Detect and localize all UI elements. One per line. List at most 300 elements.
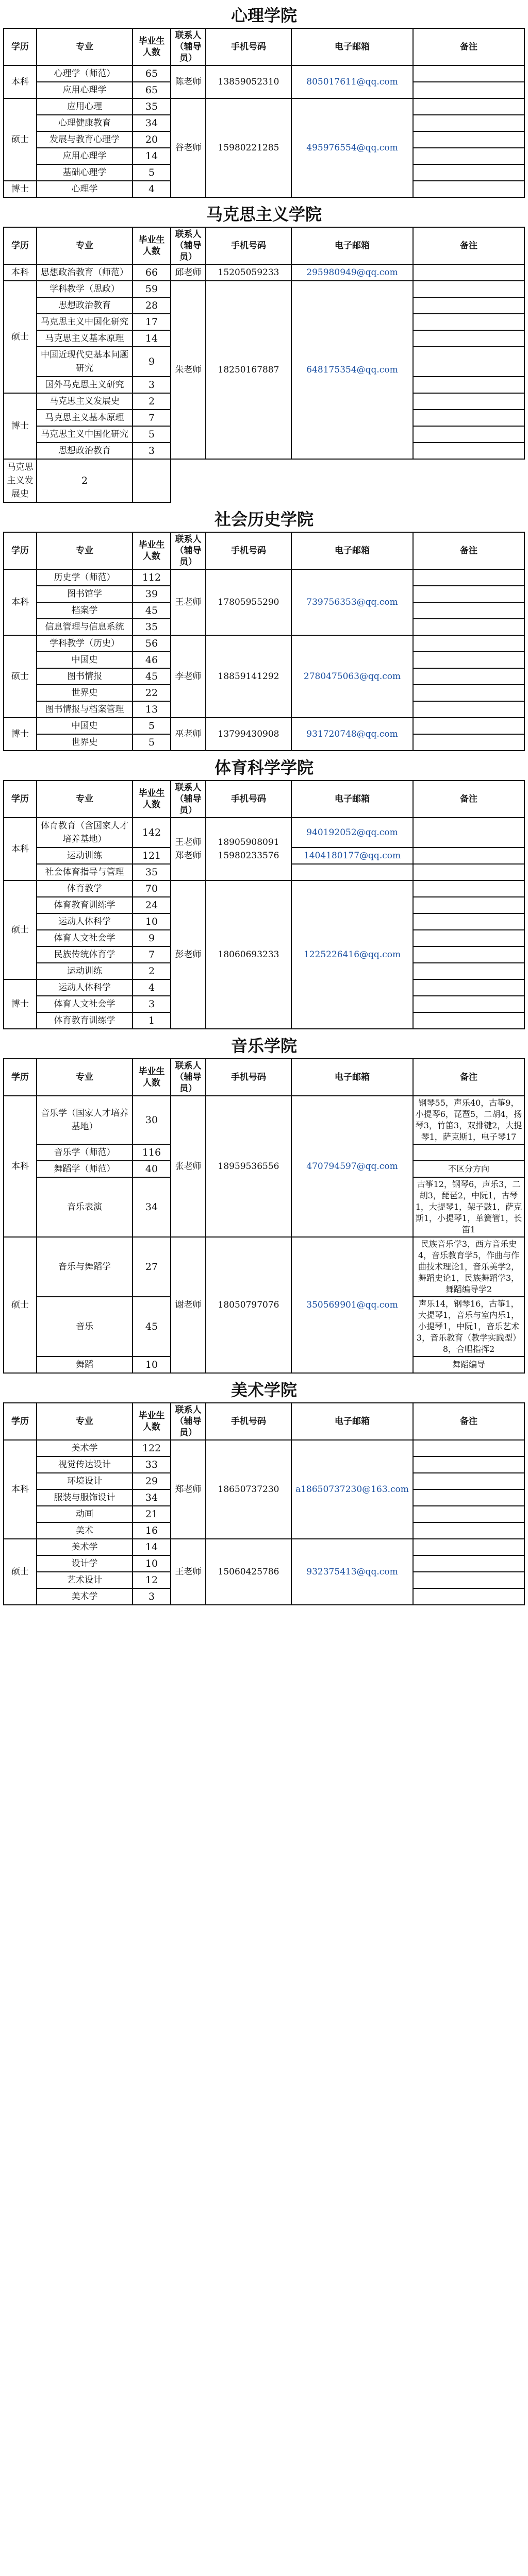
note-cell bbox=[133, 459, 171, 502]
table-row bbox=[4, 1440, 524, 1456]
table-row bbox=[4, 880, 524, 897]
major-cell: 体育教育训练学 bbox=[37, 1012, 133, 1029]
contact-person-cell: 王老师 bbox=[171, 569, 206, 635]
table-row bbox=[4, 569, 524, 586]
graduate-count-cell: 14 bbox=[133, 148, 171, 164]
note-cell bbox=[413, 148, 524, 164]
note-cell bbox=[413, 330, 524, 347]
major-cell: 体育教育训练学 bbox=[37, 897, 133, 913]
note-cell bbox=[413, 586, 524, 602]
major-cell: 应用心理学 bbox=[37, 82, 133, 98]
column-header-level: 学历 bbox=[4, 781, 37, 818]
major-cell: 思想政治教育 bbox=[37, 443, 133, 459]
graduate-count-cell: 3 bbox=[133, 443, 171, 459]
major-cell: 图书情报与档案管理 bbox=[37, 701, 133, 718]
note-cell bbox=[413, 1506, 524, 1522]
college-title: 马克思主义学院 bbox=[206, 205, 322, 224]
graduate-table bbox=[3, 532, 525, 751]
note-cell bbox=[413, 1012, 524, 1029]
column-header-phone: 手机号码 bbox=[206, 227, 291, 264]
column-header-note: 备注 bbox=[413, 532, 524, 569]
column-header-count: 毕业生人数 bbox=[133, 28, 171, 65]
major-cell: 历史学（师范） bbox=[37, 569, 133, 586]
email-cell[interactable]: 932375413@qq.com bbox=[291, 1539, 413, 1605]
column-header-note: 备注 bbox=[413, 227, 524, 264]
graduate-count-cell: 112 bbox=[133, 569, 171, 586]
note-cell bbox=[413, 569, 524, 586]
contact-person-cell: 谷老师 bbox=[171, 98, 206, 197]
major-cell: 动画 bbox=[37, 1506, 133, 1522]
major-cell: 学科教学（历史） bbox=[37, 635, 133, 652]
major-cell: 马克思主义基本原理 bbox=[37, 330, 133, 347]
graduate-count-cell: 45 bbox=[133, 668, 171, 685]
column-header-count: 毕业生人数 bbox=[133, 532, 171, 569]
graduate-count-cell: 59 bbox=[133, 281, 171, 297]
table-header-row bbox=[4, 1403, 524, 1440]
graduate-count-cell: 3 bbox=[133, 1588, 171, 1605]
degree-level-cell: 硕士 bbox=[4, 635, 37, 718]
graduate-count-cell: 10 bbox=[133, 1555, 171, 1572]
column-header-count: 毕业生人数 bbox=[133, 1059, 171, 1096]
column-header-major: 专业 bbox=[37, 1059, 133, 1096]
major-cell: 中国近现代史基本问题研究 bbox=[37, 347, 133, 377]
column-header-level: 学历 bbox=[4, 1059, 37, 1096]
graduate-count-cell: 46 bbox=[133, 652, 171, 668]
major-cell: 马克思主义基本原理 bbox=[37, 410, 133, 426]
note-cell bbox=[413, 347, 524, 377]
note-cell bbox=[413, 685, 524, 701]
graduate-count-cell: 5 bbox=[133, 718, 171, 734]
note-cell bbox=[413, 443, 524, 459]
contact-person-cell: 彭老师 bbox=[171, 880, 206, 1029]
major-cell: 马克思主义中国化研究 bbox=[37, 426, 133, 443]
major-cell: 音乐 bbox=[37, 1297, 133, 1357]
degree-level-cell: 博士 bbox=[4, 181, 37, 197]
note-cell bbox=[413, 602, 524, 619]
graduate-count-cell: 12 bbox=[133, 1572, 171, 1588]
column-header-email: 电子邮箱 bbox=[291, 781, 413, 818]
graduate-count-cell: 35 bbox=[133, 619, 171, 635]
note-cell bbox=[413, 718, 524, 734]
contact-person-cell: 郑老师 bbox=[171, 1440, 206, 1539]
graduate-count-cell: 7 bbox=[133, 946, 171, 963]
note-cell bbox=[413, 115, 524, 131]
column-header-count: 毕业生人数 bbox=[133, 1403, 171, 1440]
table-header-row bbox=[4, 781, 524, 818]
note-cell bbox=[413, 393, 524, 410]
graduate-count-cell: 65 bbox=[133, 82, 171, 98]
note-cell bbox=[413, 1456, 524, 1473]
degree-level-cell: 本科 bbox=[4, 569, 37, 635]
contact-person-cell: 巫老师 bbox=[171, 718, 206, 751]
degree-level-cell: 本科 bbox=[4, 1440, 37, 1539]
table-row bbox=[4, 1096, 524, 1144]
major-cell: 运动训练 bbox=[37, 848, 133, 864]
major-cell: 舞蹈 bbox=[37, 1357, 133, 1373]
column-header-phone: 手机号码 bbox=[206, 1403, 291, 1440]
note-cell bbox=[413, 410, 524, 426]
column-header-note: 备注 bbox=[413, 781, 524, 818]
phone-number-cell: 15980221285 bbox=[206, 98, 291, 197]
graduate-count-cell: 5 bbox=[133, 164, 171, 181]
major-cell: 服装与服饰设计 bbox=[37, 1489, 133, 1506]
phone-number-cell: 17805955290 bbox=[206, 569, 291, 635]
graduate-count-cell: 122 bbox=[133, 1440, 171, 1456]
table-row bbox=[4, 459, 524, 502]
graduate-count-cell: 34 bbox=[133, 1177, 171, 1237]
column-header-note: 备注 bbox=[413, 1059, 524, 1096]
column-header-level: 学历 bbox=[4, 1403, 37, 1440]
graduate-count-cell: 35 bbox=[133, 864, 171, 880]
graduate-count-cell: 10 bbox=[133, 1357, 171, 1373]
degree-level-cell: 本科 bbox=[4, 264, 37, 281]
major-cell: 美术 bbox=[37, 1522, 133, 1539]
note-cell bbox=[413, 913, 524, 930]
note-cell bbox=[413, 1555, 524, 1572]
graduate-count-cell: 9 bbox=[133, 930, 171, 946]
major-cell: 马克思主义发展史 bbox=[4, 459, 37, 502]
graduate-count-cell: 121 bbox=[133, 848, 171, 864]
note-cell bbox=[413, 1473, 524, 1489]
table-header-row bbox=[4, 1059, 524, 1096]
column-header-contact: 联系人（辅导员） bbox=[171, 1059, 206, 1096]
major-cell: 思想政治教育 bbox=[37, 297, 133, 314]
note-cell bbox=[413, 848, 524, 864]
note-cell bbox=[413, 818, 524, 848]
graduate-count-cell: 65 bbox=[133, 65, 171, 82]
major-cell: 中国史 bbox=[37, 652, 133, 668]
graduate-count-cell: 70 bbox=[133, 880, 171, 897]
phone-number-cell: 18050797076 bbox=[206, 1237, 291, 1373]
column-header-contact: 联系人（辅导员） bbox=[171, 227, 206, 264]
degree-level-cell: 本科 bbox=[4, 1096, 37, 1237]
phone-number-cell: 18959536556 bbox=[206, 1096, 291, 1237]
email-cell[interactable]: 2780475063@qq.com bbox=[291, 635, 413, 718]
email-cell[interactable]: 648175354@qq.com bbox=[291, 281, 413, 459]
note-cell bbox=[413, 897, 524, 913]
email-cell[interactable]: 940192052@qq.com bbox=[291, 818, 413, 848]
phone-number-cell: 18859141292 bbox=[206, 635, 291, 718]
graduate-count-cell: 9 bbox=[133, 347, 171, 377]
table-row bbox=[4, 1539, 524, 1555]
major-cell: 信息管理与信息系统 bbox=[37, 619, 133, 635]
major-cell: 心理健康教育 bbox=[37, 115, 133, 131]
graduate-count-cell: 34 bbox=[133, 1489, 171, 1506]
column-header-level: 学历 bbox=[4, 227, 37, 264]
note-cell bbox=[413, 1539, 524, 1555]
column-header-phone: 手机号码 bbox=[206, 28, 291, 65]
column-header-phone: 手机号码 bbox=[206, 781, 291, 818]
degree-level-cell: 硕士 bbox=[4, 880, 37, 979]
note-cell bbox=[413, 281, 524, 297]
graduate-count-cell: 14 bbox=[133, 330, 171, 347]
graduate-count-cell: 40 bbox=[133, 1161, 171, 1177]
graduate-count-cell: 3 bbox=[133, 996, 171, 1012]
major-cell: 图书情报 bbox=[37, 668, 133, 685]
note-cell bbox=[413, 963, 524, 979]
email-cell[interactable]: 1404180177@qq.com bbox=[291, 848, 413, 864]
email-cell[interactable]: 470794597@qq.com bbox=[291, 1096, 413, 1237]
note-cell: 不区分方向 bbox=[413, 1161, 524, 1177]
major-cell: 艺术设计 bbox=[37, 1572, 133, 1588]
note-cell bbox=[413, 1144, 524, 1161]
degree-level-cell: 博士 bbox=[4, 718, 37, 751]
table-row bbox=[4, 65, 524, 82]
phone-number-cell: 18250167887 bbox=[206, 281, 291, 459]
college-section bbox=[3, 1035, 525, 1374]
phone-number-cell: 18905908091 15980233576 bbox=[206, 818, 291, 880]
column-header-email: 电子邮箱 bbox=[291, 227, 413, 264]
graduate-count-cell: 2 bbox=[133, 393, 171, 410]
note-cell bbox=[413, 181, 524, 197]
major-cell: 学科教学（思政） bbox=[37, 281, 133, 297]
graduate-count-cell: 33 bbox=[133, 1456, 171, 1473]
note-cell bbox=[413, 1440, 524, 1456]
major-cell: 运动人体科学 bbox=[37, 979, 133, 996]
contact-person-cell: 李老师 bbox=[171, 635, 206, 718]
college-title: 社会历史学院 bbox=[214, 510, 314, 529]
column-header-level: 学历 bbox=[4, 28, 37, 65]
college-section bbox=[3, 4, 525, 198]
email-cell[interactable]: a18650737230@163.com bbox=[291, 1440, 413, 1539]
note-cell bbox=[413, 619, 524, 635]
note-cell bbox=[413, 82, 524, 98]
phone-number-cell: 13799430908 bbox=[206, 718, 291, 751]
graduate-count-cell: 22 bbox=[133, 685, 171, 701]
column-header-contact: 联系人（辅导员） bbox=[171, 532, 206, 569]
graduate-table bbox=[3, 1058, 525, 1374]
table-header-row bbox=[4, 227, 524, 264]
major-cell: 社会体育指导与管理 bbox=[37, 864, 133, 880]
major-cell: 体育人文社会学 bbox=[37, 930, 133, 946]
table-row bbox=[4, 635, 524, 652]
email-cell[interactable] bbox=[291, 864, 413, 880]
graduate-count-cell: 2 bbox=[133, 963, 171, 979]
note-cell bbox=[413, 377, 524, 393]
table-header-row bbox=[4, 28, 524, 65]
major-cell: 运动训练 bbox=[37, 963, 133, 979]
major-cell: 中国史 bbox=[37, 718, 133, 734]
graduate-table bbox=[3, 28, 525, 198]
major-cell: 音乐学（师范） bbox=[37, 1144, 133, 1161]
graduate-count-cell: 56 bbox=[133, 635, 171, 652]
contact-person-cell: 王老师郑老师 bbox=[171, 818, 206, 880]
graduate-count-cell: 4 bbox=[133, 979, 171, 996]
graduate-count-cell: 45 bbox=[133, 602, 171, 619]
contact-person-cell: 王老师 bbox=[171, 1539, 206, 1605]
email-cell[interactable]: 495976554@qq.com bbox=[291, 98, 413, 197]
major-cell: 马克思主义中国化研究 bbox=[37, 314, 133, 330]
column-header-level: 学历 bbox=[4, 532, 37, 569]
degree-level-cell: 博士 bbox=[4, 979, 37, 1029]
major-cell: 图书馆学 bbox=[37, 586, 133, 602]
major-cell: 美术学 bbox=[37, 1588, 133, 1605]
college-title: 美术学院 bbox=[230, 1380, 297, 1400]
phone-number-cell: 15205059233 bbox=[206, 264, 291, 281]
note-cell bbox=[413, 734, 524, 751]
major-cell: 世界史 bbox=[37, 734, 133, 751]
graduate-count-cell: 20 bbox=[133, 131, 171, 148]
graduate-count-cell: 5 bbox=[133, 734, 171, 751]
column-header-major: 专业 bbox=[37, 532, 133, 569]
contact-person-cell: 张老师 bbox=[171, 1096, 206, 1237]
graduate-count-cell: 66 bbox=[133, 264, 171, 281]
graduate-count-cell: 2 bbox=[37, 459, 133, 502]
note-cell bbox=[413, 314, 524, 330]
note-cell: 民族音乐学3，西方音乐史4，音乐教育学5，作曲与作曲技术理论1，音乐美学2，舞蹈史论1，民族舞蹈学3，舞蹈编导学2 bbox=[413, 1237, 524, 1297]
graduate-count-cell: 142 bbox=[133, 818, 171, 848]
degree-level-cell: 本科 bbox=[4, 65, 37, 98]
note-cell bbox=[413, 880, 524, 897]
note-cell bbox=[413, 131, 524, 148]
major-cell: 音乐与舞蹈学 bbox=[37, 1237, 133, 1297]
column-header-contact: 联系人（辅导员） bbox=[171, 781, 206, 818]
degree-level-cell: 硕士 bbox=[4, 98, 37, 181]
column-header-email: 电子邮箱 bbox=[291, 1059, 413, 1096]
note-cell bbox=[413, 946, 524, 963]
graduate-count-cell: 10 bbox=[133, 913, 171, 930]
phone-number-cell: 18650737230 bbox=[206, 1440, 291, 1539]
phone-number-cell: 13859052310 bbox=[206, 65, 291, 98]
major-cell: 美术学 bbox=[37, 1440, 133, 1456]
note-cell bbox=[413, 1522, 524, 1539]
table-row bbox=[4, 818, 524, 848]
column-header-major: 专业 bbox=[37, 28, 133, 65]
graduate-count-cell: 29 bbox=[133, 1473, 171, 1489]
phone-number-cell: 18060693233 bbox=[206, 880, 291, 1029]
major-cell: 舞蹈学（师范） bbox=[37, 1161, 133, 1177]
graduate-count-cell: 30 bbox=[133, 1096, 171, 1144]
note-cell bbox=[413, 864, 524, 880]
college-section bbox=[3, 203, 525, 503]
table-row bbox=[4, 718, 524, 734]
email-cell[interactable]: 805017611@qq.com bbox=[291, 65, 413, 98]
email-cell[interactable]: 931720748@qq.com bbox=[291, 718, 413, 751]
major-cell: 体育教育（含国家人才培养基地） bbox=[37, 818, 133, 848]
column-header-email: 电子邮箱 bbox=[291, 28, 413, 65]
college-section bbox=[3, 1379, 525, 1605]
column-header-phone: 手机号码 bbox=[206, 1059, 291, 1096]
note-cell: 钢琴55，声乐40，古筝9，小提琴6，琵琶5，二胡4，扬琴3，竹笛3，双排键2，大提琴1，萨克斯1，电子琴17 bbox=[413, 1096, 524, 1144]
major-cell: 应用心理学 bbox=[37, 148, 133, 164]
email-cell[interactable]: 350569901@qq.com bbox=[291, 1237, 413, 1373]
graduate-table bbox=[3, 1402, 525, 1605]
major-cell: 音乐学（国家人才培养基地） bbox=[37, 1096, 133, 1144]
graduate-count-cell: 24 bbox=[133, 897, 171, 913]
major-cell: 应用心理 bbox=[37, 98, 133, 115]
note-cell bbox=[413, 930, 524, 946]
graduate-table bbox=[3, 780, 525, 1029]
graduate-count-cell: 4 bbox=[133, 181, 171, 197]
degree-level-cell: 硕士 bbox=[4, 1539, 37, 1605]
major-cell: 发展与教育心理学 bbox=[37, 131, 133, 148]
college-section bbox=[3, 508, 525, 751]
column-header-major: 专业 bbox=[37, 227, 133, 264]
note-cell bbox=[413, 979, 524, 996]
email-cell[interactable]: 739756353@qq.com bbox=[291, 569, 413, 635]
note-cell: 声乐14，钢琴16，古筝1，大提琴1，音乐与室内乐1，小提琴1，中阮1，音乐艺术3，音乐教育（教学实践型）8，合唱指挥2 bbox=[413, 1297, 524, 1357]
note-cell bbox=[413, 297, 524, 314]
note-cell bbox=[413, 635, 524, 652]
column-header-email: 电子邮箱 bbox=[291, 1403, 413, 1440]
column-header-major: 专业 bbox=[37, 1403, 133, 1440]
column-header-note: 备注 bbox=[413, 28, 524, 65]
graduate-count-cell: 3 bbox=[133, 377, 171, 393]
major-cell: 运动人体科学 bbox=[37, 913, 133, 930]
graduate-count-cell: 45 bbox=[133, 1297, 171, 1357]
college-title: 体育科学学院 bbox=[214, 758, 314, 777]
note-cell bbox=[413, 996, 524, 1012]
contact-person-cell: 谢老师 bbox=[171, 1237, 206, 1373]
graduate-count-cell: 28 bbox=[133, 297, 171, 314]
table-row bbox=[4, 1237, 524, 1297]
table-row bbox=[4, 264, 524, 281]
column-header-contact: 联系人（辅导员） bbox=[171, 1403, 206, 1440]
graduate-count-cell: 34 bbox=[133, 115, 171, 131]
graduate-count-cell: 1 bbox=[133, 1012, 171, 1029]
contact-person-cell: 朱老师 bbox=[171, 281, 206, 459]
major-cell: 体育人文社会学 bbox=[37, 996, 133, 1012]
phone-number-cell: 15060425786 bbox=[206, 1539, 291, 1605]
graduate-count-cell: 35 bbox=[133, 98, 171, 115]
degree-level-cell: 硕士 bbox=[4, 1237, 37, 1373]
major-cell: 基础心理学 bbox=[37, 164, 133, 181]
major-cell: 心理学（师范） bbox=[37, 65, 133, 82]
note-cell bbox=[413, 164, 524, 181]
graduate-count-cell: 13 bbox=[133, 701, 171, 718]
table-header-row bbox=[4, 532, 524, 569]
note-cell bbox=[413, 426, 524, 443]
major-cell: 世界史 bbox=[37, 685, 133, 701]
major-cell: 档案学 bbox=[37, 602, 133, 619]
major-cell: 心理学 bbox=[37, 181, 133, 197]
degree-level-cell: 硕士 bbox=[4, 281, 37, 393]
graduate-count-cell: 116 bbox=[133, 1144, 171, 1161]
graduate-count-cell: 27 bbox=[133, 1237, 171, 1297]
graduate-count-cell: 16 bbox=[133, 1522, 171, 1539]
graduate-count-cell: 14 bbox=[133, 1539, 171, 1555]
email-cell[interactable]: 295980949@qq.com bbox=[291, 264, 413, 281]
college-title: 心理学院 bbox=[230, 6, 297, 25]
major-cell: 民族传统体育学 bbox=[37, 946, 133, 963]
contact-person-cell: 陈老师 bbox=[171, 65, 206, 98]
major-cell: 思想政治教育（师范） bbox=[37, 264, 133, 281]
major-cell: 马克思主义发展史 bbox=[37, 393, 133, 410]
note-cell bbox=[413, 1572, 524, 1588]
email-cell[interactable]: 1225226416@qq.com bbox=[291, 880, 413, 1029]
note-cell bbox=[413, 65, 524, 82]
column-header-email: 电子邮箱 bbox=[291, 532, 413, 569]
column-header-phone: 手机号码 bbox=[206, 532, 291, 569]
major-cell: 国外马克思主义研究 bbox=[37, 377, 133, 393]
column-header-count: 毕业生人数 bbox=[133, 781, 171, 818]
graduate-count-cell: 7 bbox=[133, 410, 171, 426]
note-cell bbox=[413, 701, 524, 718]
note-cell: 古筝12，钢琴6，声乐3，二胡3，琵琶2，中阮1，古琴1，大提琴1，架子鼓1，萨克斯1，小提琴1，单簧管1，长笛1 bbox=[413, 1177, 524, 1237]
graduate-count-cell: 17 bbox=[133, 314, 171, 330]
note-cell bbox=[413, 264, 524, 281]
college-title: 音乐学院 bbox=[230, 1036, 297, 1056]
table-row bbox=[4, 281, 524, 297]
graduate-count-cell: 5 bbox=[133, 426, 171, 443]
major-cell: 视觉传达设计 bbox=[37, 1456, 133, 1473]
graduate-table bbox=[3, 227, 525, 503]
major-cell: 体育教学 bbox=[37, 880, 133, 897]
degree-level-cell: 博士 bbox=[4, 393, 37, 459]
note-cell bbox=[413, 1588, 524, 1605]
column-header-major: 专业 bbox=[37, 781, 133, 818]
note-cell bbox=[413, 652, 524, 668]
